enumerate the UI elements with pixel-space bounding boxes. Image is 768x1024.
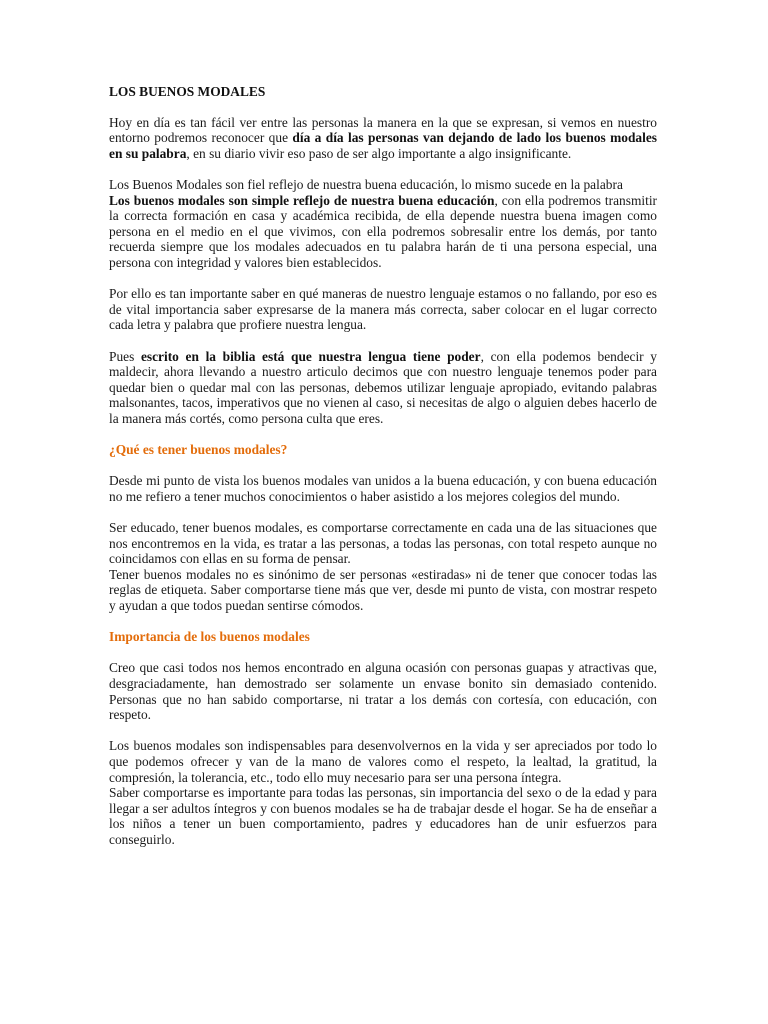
section-heading-importance: Importancia de los buenos modales — [109, 629, 310, 645]
section-heading-what-is: ¿Qué es tener buenos modales? — [109, 442, 288, 458]
paragraph-home-education: Saber comportarse es importante para todas las personas, sin importancia del sexo o de la edad y para llegar a ser adultos íntegros y con buenos modales se ha de trabajar desde el hogar. Se ha de enseñar a los niños a tener un buen comportamiento, padres y educadores han de unir esfuerzos para conseguirlo. — [109, 785, 657, 847]
paragraph-text: , en su diario vivir eso paso de ser algo importante a algo insignificante. — [186, 145, 572, 161]
document-page — [109, 84, 657, 863]
paragraph-bold-text: escrito en la biblia está que nuestra lengua tiene poder — [140, 348, 481, 364]
document-title: LOS BUENOS MODALES — [109, 84, 266, 99]
paragraph-intro — [109, 115, 657, 162]
paragraph-bold-text: Los buenos modales son simple reflejo de nuestra buena educación — [109, 192, 495, 208]
paragraph-point-of-view: Desde mi punto de vista los buenos modales van unidos a la buena educación, y con buena educación no me refiero a tener muchos conocimientos o haber asistido a los mejores colegios del mundo. — [109, 473, 657, 504]
paragraph-text: Pues — [109, 348, 141, 364]
paragraph-first-line: Los Buenos Modales son fiel reflejo de nuestra buena educación, lo mismo sucede en la palabra — [109, 176, 623, 192]
paragraph-importance: Por ello es tan importante saber en qué maneras de nuestro lenguaje estamos o no fallando, por eso es de vital importancia saber expresarse de la manera más correcta, saber colocar en el lugar correcto cada letra y palabra que profiere nuestra lengua. — [109, 286, 657, 333]
paragraph-be-educated: Ser educado, tener buenos modales, es comportarse correctamente en cada una de las situaciones que nos encontremos en la vida, es tratar a las personas, a todas las personas, con total respeto aunque no coincidamos con ellas en su forma de pensar. — [109, 520, 657, 567]
paragraph-text: , con ella podremos transmitir la correcta formación en casa y académica recibida, de ella depende nuestra buena imagen como persona en el medio en el que vivimos, con ella podremos sobresalir entre los demás, por tanto recuerda siempre que los modales adecuados en tu palabra harán de ti una persona especial, una persona con integridad y valores bien establecidos. — [109, 192, 657, 270]
paragraph-bold-text: día a día las personas van dejando de lado los buenos modales en su palabra — [109, 130, 657, 161]
paragraph-bible — [109, 349, 657, 427]
paragraph-text: Hoy en día es tan fácil ver entre las personas la manera en la que se expresan, si vemos en nuestro entorno podremos reconocer que — [109, 114, 657, 146]
paragraph-text: , con ella podemos bendecir y maldecir, ahora llevando a nuestro articulo decimos que con nuestro lenguaje tenemos poder para quedar bien o quedar mal con las personas, debemos utilizar lenguaje apropiado, evitando palabras malsonantes, tacos, imperativos que no vienen al caso, si necesitas de algo o alguien debes hacerlo de la manera más cortés, como persona culta que eres. — [109, 348, 657, 426]
paragraph-reflection — [109, 177, 657, 271]
paragraph-indispensable: Los buenos modales son indispensables para desenvolvernos en la vida y ser apreciados por todo lo que podemos ofrecer y van de la mano de valores como el respeto, la lealtad, la gratitud, la compresión, la tolerancia, etc., todo ello muy necesario para ser una persona íntegra. — [109, 738, 657, 785]
paragraph-attractive-people: Creo que casi todos nos hemos encontrado en alguna ocasión con personas guapas y atractivas que, desgraciadamente, han demostrado ser solamente un envase bonito sin demasiado contenido. Personas que no han sabido comportarse, ni tratar a los demás con cortesía, con educación, con respeto. — [109, 660, 657, 723]
paragraph-etiquette: Tener buenos modales no es sinónimo de ser personas «estiradas» ni de tener que conocer todas las reglas de etiqueta. Saber comportarse tiene más que ver, desde mi punto de vista, con mostrar respeto y ayudan a que todos puedan sentirse cómodos. — [109, 566, 657, 613]
